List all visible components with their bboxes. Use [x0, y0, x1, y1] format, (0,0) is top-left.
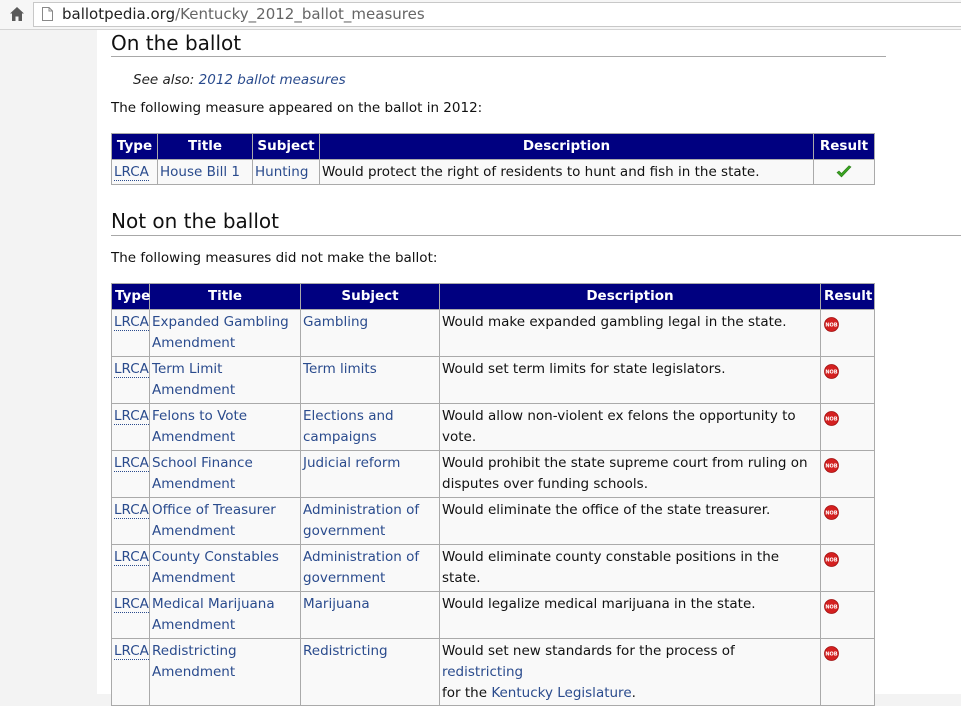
browser-address-bar: [0, 0, 961, 30]
not-on-ballot-intro: The following measures did not make the ballot:: [111, 250, 438, 266]
title-link[interactable]: [152, 314, 289, 351]
nob-label: NOB: [825, 369, 838, 376]
title-link[interactable]: [152, 643, 237, 680]
subject-line-1: Administration of: [303, 502, 420, 518]
subject-link[interactable]: [303, 596, 370, 612]
result-cell: [821, 498, 875, 545]
on-ballot-table: [111, 133, 875, 185]
col-header-type[interactable]: Type: [112, 134, 158, 160]
type-cell: [112, 160, 158, 185]
table-row: [112, 592, 875, 639]
see-also-note: [133, 72, 346, 88]
approved-check-icon: [836, 165, 852, 179]
nob-label: NOB: [825, 651, 838, 658]
subject-line-1: Elections and: [303, 408, 394, 424]
nob-label: NOB: [825, 510, 838, 517]
description-cell: [440, 310, 821, 357]
title-link[interactable]: [152, 361, 235, 398]
col-header-description[interactable]: Description: [320, 134, 814, 160]
result-cell: [821, 451, 875, 498]
description-cell: [440, 639, 821, 706]
col-header-subject[interactable]: Subject: [253, 134, 320, 160]
subject-link[interactable]: [303, 314, 368, 330]
subject-link[interactable]: [303, 455, 400, 471]
home-icon[interactable]: [9, 6, 25, 22]
title-cell: [150, 310, 301, 357]
see-also-prefix: See also:: [133, 72, 199, 88]
title-link[interactable]: [152, 502, 276, 539]
redistricting-link[interactable]: redistricting: [442, 664, 524, 680]
heading-rule: [111, 235, 961, 236]
see-also-link[interactable]: 2012 ballot measures: [198, 72, 346, 88]
type-link[interactable]: LRCA: [114, 549, 149, 565]
title-line-1: Felons to Vote: [152, 408, 248, 424]
description-line-1: Would legalize medical marijuana in the state.: [442, 596, 756, 612]
result-cell: [821, 404, 875, 451]
title-cell: [150, 451, 301, 498]
subject-cell: [301, 404, 440, 451]
title-line-2: Amendment: [152, 570, 236, 586]
description-cell: [440, 404, 821, 451]
type-cell: [112, 592, 150, 639]
subject-line-1: Term limits: [303, 361, 377, 377]
page-icon: [42, 7, 53, 21]
description-cell: [440, 451, 821, 498]
type-cell: [112, 310, 150, 357]
title-line-1: Redistricting: [152, 643, 237, 659]
subject-line-2: campaigns: [303, 429, 377, 445]
page-content: [97, 30, 961, 701]
type-link[interactable]: LRCA: [114, 643, 149, 659]
col-header-description[interactable]: Description: [440, 284, 821, 310]
title-link[interactable]: [152, 408, 247, 445]
nob-stop-icon: [824, 364, 839, 379]
subject-link[interactable]: [303, 408, 394, 445]
nob-label: NOB: [825, 322, 838, 329]
result-cell: [821, 545, 875, 592]
nob-stop-icon: [824, 599, 839, 614]
subject-line-1: Marijuana: [303, 596, 370, 612]
col-header-title[interactable]: Title: [158, 134, 253, 160]
type-link[interactable]: LRCA: [114, 408, 149, 424]
subject-cell: [301, 498, 440, 545]
type-cell: [112, 498, 150, 545]
description-line-1: Would allow non-violent ex felons the opportunity to: [442, 408, 796, 424]
title-line-2: Amendment: [152, 664, 236, 680]
type-link[interactable]: LRCA: [114, 455, 149, 471]
result-cell: [814, 160, 875, 185]
description-line-1: Would set term limits for state legislators.: [442, 361, 726, 377]
description-line-1: Would prohibit the state supreme court from ruling on: [442, 455, 808, 471]
nob-label: NOB: [825, 604, 838, 611]
nob-label: NOB: [825, 416, 838, 423]
title-line-2: Amendment: [152, 476, 236, 492]
kentucky-legislature-link[interactable]: Kentucky Legislature: [491, 685, 632, 701]
type-link[interactable]: LRCA: [114, 502, 149, 518]
subject-line-1: Gambling: [303, 314, 369, 330]
subject-cell: [301, 639, 440, 706]
description-line-2: disputes over funding schools.: [442, 476, 649, 492]
subject-cell: [253, 160, 320, 185]
result-cell: [821, 357, 875, 404]
description-text-c: .: [631, 685, 636, 701]
url-text: [62, 5, 425, 23]
description-line-1: Would eliminate county constable positions in the state.: [442, 549, 780, 586]
col-header-type[interactable]: Type: [112, 284, 150, 310]
type-cell: [112, 404, 150, 451]
col-header-result[interactable]: Result: [814, 134, 875, 160]
description-text-a: Would set new standards for the process of: [442, 643, 735, 659]
type-link[interactable]: LRCA: [114, 361, 149, 377]
nob-stop-icon: [824, 552, 839, 567]
title-line-2: Amendment: [152, 429, 236, 445]
table-row: [112, 160, 875, 185]
col-header-title[interactable]: Title: [150, 284, 301, 310]
title-cell: [150, 592, 301, 639]
title-cell: [150, 357, 301, 404]
result-cell: [821, 310, 875, 357]
nob-stop-icon: [824, 411, 839, 426]
subject-line-1: Administration of: [303, 549, 420, 565]
table-row: [112, 404, 875, 451]
subject-line-2: government: [303, 570, 386, 586]
title-line-1: Medical Marijuana: [152, 596, 275, 612]
description-cell: [440, 592, 821, 639]
table-header-row: [112, 284, 875, 310]
on-ballot-intro: The following measure appeared on the ballot in 2012:: [111, 100, 483, 116]
title-link[interactable]: [152, 549, 279, 586]
title-cell: [150, 545, 301, 592]
description-cell: [440, 545, 821, 592]
description-cell: Would protect the right of residents to hunt and fish in the state.: [320, 160, 814, 185]
nob-label: NOB: [825, 557, 838, 564]
description-line-2: vote.: [442, 429, 477, 445]
nob-label: NOB: [825, 463, 838, 470]
result-cell: [821, 592, 875, 639]
subject-cell: [301, 451, 440, 498]
type-link[interactable]: LRCA: [114, 314, 149, 330]
title-line-2: Amendment: [152, 523, 236, 539]
nob-stop-icon: [824, 317, 839, 332]
subject-cell: [301, 357, 440, 404]
type-link[interactable]: LRCA: [114, 596, 149, 612]
title-line-2: Amendment: [152, 382, 236, 398]
nob-stop-icon: [824, 646, 839, 661]
table-row: [112, 639, 875, 706]
description-text-b: for the: [442, 685, 492, 701]
title-link[interactable]: [152, 455, 253, 492]
col-header-subject[interactable]: Subject: [301, 284, 440, 310]
heading-on-the-ballot: On the ballot: [111, 31, 242, 55]
title-cell: [150, 639, 301, 706]
type-cell: [112, 357, 150, 404]
not-on-ballot-table: [111, 283, 875, 706]
description-cell: [440, 498, 821, 545]
col-header-result[interactable]: Result: [821, 284, 875, 310]
title-line-1: Office of Treasurer: [152, 502, 276, 518]
subject-link[interactable]: Hunting: [255, 164, 309, 180]
title-line-1: County Constables: [152, 549, 279, 565]
title-cell: [150, 404, 301, 451]
subject-cell: [301, 545, 440, 592]
title-line-1: School Finance: [152, 455, 253, 471]
type-cell: [112, 639, 150, 706]
title-line-1: Term Limit: [152, 361, 223, 377]
title-link[interactable]: House Bill 1: [160, 164, 240, 180]
title-line-2: Amendment: [152, 335, 236, 351]
table-row: [112, 451, 875, 498]
table-header-row: [112, 134, 875, 160]
description-cell: [440, 357, 821, 404]
heading-not-on-the-ballot: Not on the ballot: [111, 209, 279, 233]
table-row: [112, 357, 875, 404]
url-input[interactable]: [33, 2, 961, 27]
table-row: [112, 310, 875, 357]
subject-line-1: Judicial reform: [303, 455, 401, 471]
title-line-1: Expanded Gambling: [152, 314, 289, 330]
url-host: ballotpedia.org: [62, 5, 176, 23]
description-line-1: Would eliminate the office of the state treasurer.: [442, 502, 771, 518]
description-line-1: Would make expanded gambling legal in the state.: [442, 314, 787, 330]
heading-rule: [111, 56, 886, 57]
subject-link[interactable]: [303, 361, 377, 377]
table-row: [112, 545, 875, 592]
url-path: /Kentucky_2012_ballot_measures: [175, 5, 425, 23]
subject-cell: [301, 310, 440, 357]
subject-link[interactable]: [303, 502, 419, 539]
title-cell: [158, 160, 253, 185]
subject-link[interactable]: [303, 549, 419, 586]
title-link[interactable]: [152, 596, 275, 633]
subject-line-2: government: [303, 523, 386, 539]
subject-cell: [301, 592, 440, 639]
table-row: [112, 498, 875, 545]
subject-link[interactable]: Redistricting: [303, 643, 388, 659]
title-line-2: Amendment: [152, 617, 236, 633]
type-link[interactable]: LRCA: [114, 164, 149, 180]
result-cell: [821, 639, 875, 706]
title-cell: [150, 498, 301, 545]
nob-stop-icon: [824, 458, 839, 473]
type-cell: [112, 545, 150, 592]
type-cell: [112, 451, 150, 498]
nob-stop-icon: [824, 505, 839, 520]
